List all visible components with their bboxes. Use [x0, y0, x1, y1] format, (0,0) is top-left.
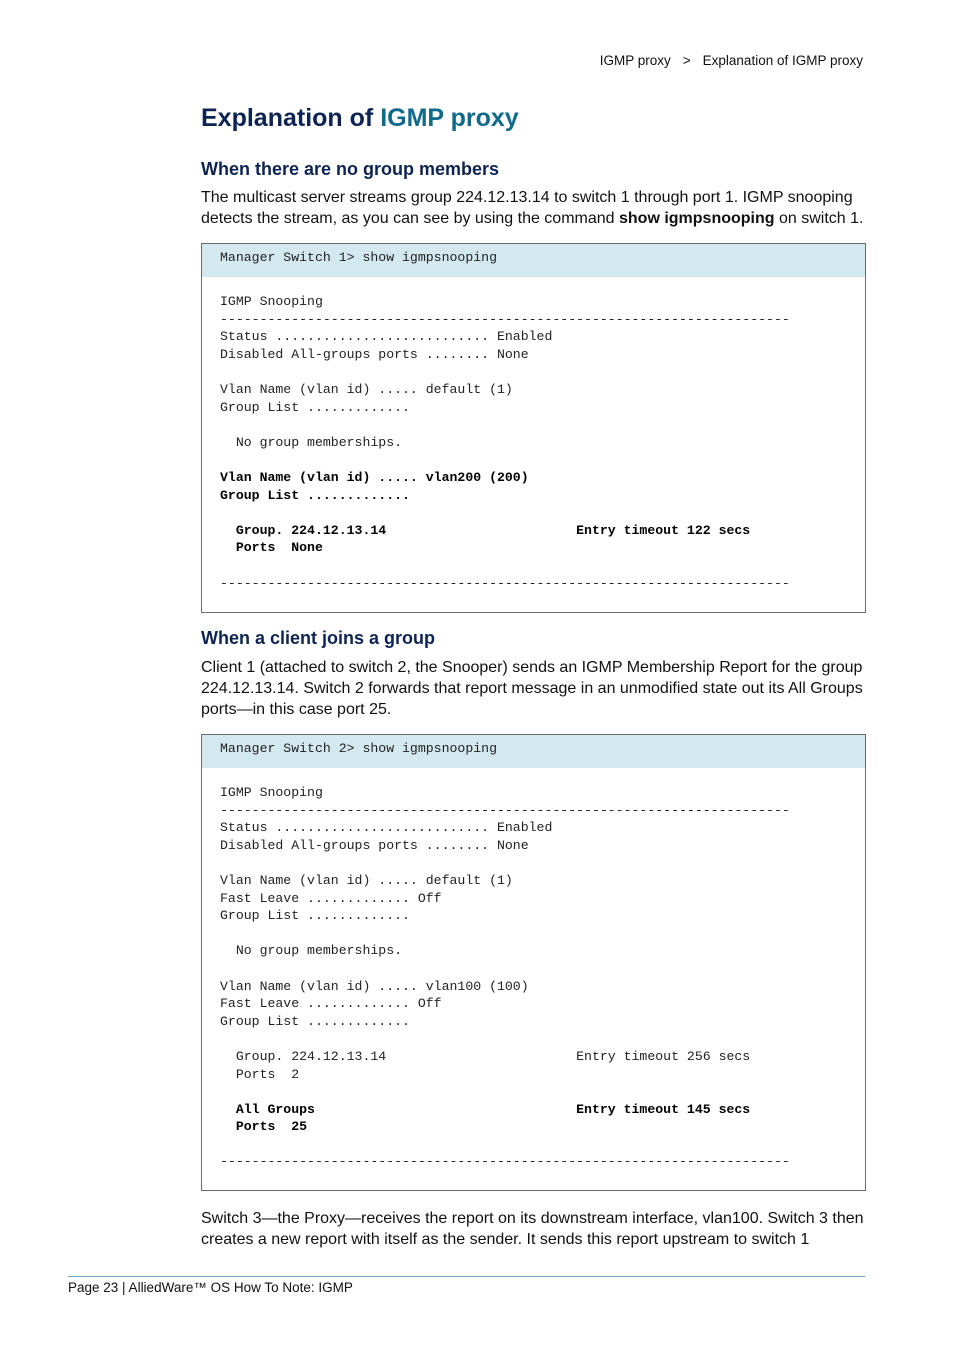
code-line: All Groups Entry timeout 145 secs: [220, 1101, 751, 1117]
code-line: [220, 451, 847, 469]
code-output: [202, 277, 865, 592]
code-line: Fast Leave ............. Off: [220, 996, 442, 1012]
code-output: [202, 768, 865, 1171]
code-line: Vlan Name (vlan id) ..... default (1): [220, 381, 513, 397]
breadcrumb: [600, 53, 863, 68]
code-line: Ports 2: [220, 1066, 300, 1082]
code-line: Status ........................... Enabled: [220, 820, 553, 836]
code-line: Group List .............: [220, 1013, 410, 1029]
code-line: Status ........................... Enabled: [220, 329, 553, 345]
code-line: Disabled All-groups ports ........ None: [220, 837, 529, 853]
code-command-header: Manager Switch 1> show igmpsnooping: [202, 244, 865, 277]
code-line: Group List .............: [220, 399, 410, 415]
code-block-switch1: [201, 243, 866, 613]
code-line: [220, 363, 847, 381]
code-line: [220, 416, 847, 434]
code-line: Ports None: [220, 540, 323, 556]
section-heading-no-group-members: When there are no group members: [201, 159, 500, 179]
code-line: Group. 224.12.13.14 Entry timeout 122 secs: [220, 522, 751, 538]
code-line: ------------------------------------------------------------------------: [220, 311, 790, 327]
code-line: No group memberships.: [220, 943, 403, 959]
code-line: Vlan Name (vlan id) ..... vlan200 (200): [220, 469, 529, 485]
page-footer: Page 23 | AlliedWare™ OS How To Note: IGMP: [68, 1280, 353, 1295]
code-line: [220, 925, 847, 943]
code-line: Vlan Name (vlan id) ..... default (1): [220, 872, 513, 888]
code-line: Disabled All-groups ports ........ None: [220, 346, 529, 362]
code-line: [220, 504, 847, 522]
page-title-accent: IGMP proxy: [380, 104, 519, 132]
code-line: Fast Leave ............. Off: [220, 890, 442, 906]
code-line: Group. 224.12.13.14 Entry timeout 256 secs: [220, 1048, 751, 1064]
code-line: ------------------------------------------------------------------------: [220, 1154, 790, 1170]
code-line: [220, 1083, 847, 1101]
code-line: [220, 960, 847, 978]
code-line: Ports 25: [220, 1119, 308, 1135]
page-title-prefix: Explanation of: [201, 104, 381, 132]
footer-divider: [68, 1276, 865, 1277]
code-line: ------------------------------------------------------------------------: [220, 802, 790, 818]
code-line: Group List .............: [220, 487, 410, 503]
code-command-header: Manager Switch 2> show igmpsnooping: [202, 735, 865, 768]
code-line: No group memberships.: [220, 434, 403, 450]
code-line: [220, 854, 847, 872]
command-name: show igmpsnooping: [619, 210, 775, 227]
code-line: Group List .............: [220, 908, 410, 924]
code-line: [220, 557, 847, 575]
breadcrumb-separator: >: [682, 53, 691, 68]
code-line: [220, 1030, 847, 1048]
code-line: Vlan Name (vlan id) ..... vlan100 (100): [220, 978, 529, 994]
code-block-switch2: [201, 734, 866, 1191]
code-line: IGMP Snooping: [220, 785, 323, 800]
section-paragraph-no-group-members: [201, 187, 866, 229]
code-line: ------------------------------------------------------------------------: [220, 575, 790, 591]
paragraph-text: The multicast server streams group 224.12.13.14 to switch 1 through port 1. IGMP snooping detects the stream, as you can see by using the command: [201, 189, 853, 227]
section-paragraph-proxy: Switch 3—the Proxy—receives the report on its downstream interface, vlan100. Switch 3 then creates a new report with itself as the sender. It sends this report upstream to switch 1: [201, 1210, 864, 1248]
breadcrumb-page: Explanation of IGMP proxy: [702, 53, 863, 68]
page-title: [201, 104, 519, 133]
section-paragraph-client-joins: Client 1 (attached to switch 2, the Snooper) sends an IGMP Membership Report for the group 224.12.13.14. Switch 2 forwards that report message in an unmodified state out its All Groups ports—in this case port 25.: [201, 659, 863, 718]
breadcrumb-section: IGMP proxy: [599, 53, 671, 68]
paragraph-text-end: on switch 1.: [774, 210, 864, 227]
code-line: IGMP Snooping: [220, 294, 323, 309]
section-heading-client-joins: When a client joins a group: [201, 628, 436, 648]
code-line: [220, 1136, 847, 1154]
